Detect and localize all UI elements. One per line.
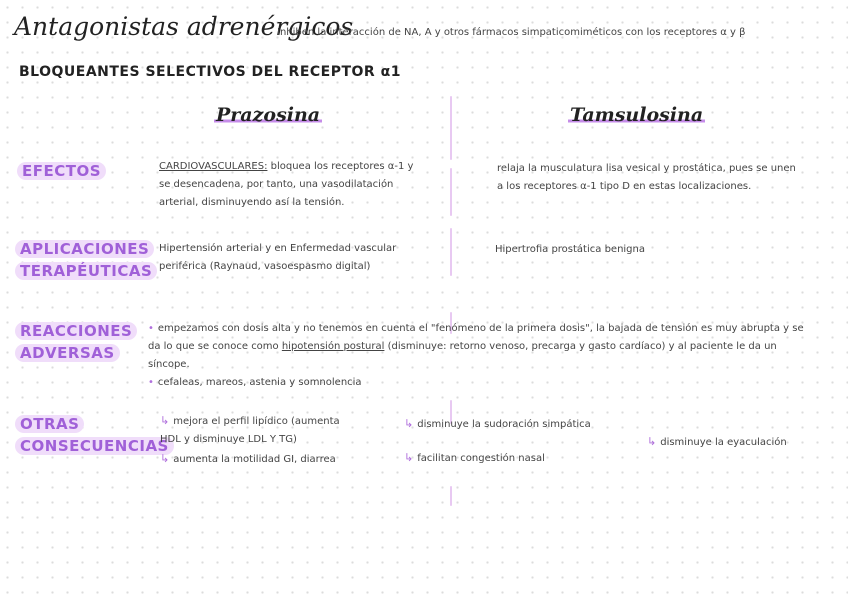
arrow-right-icon: ↳ [160, 414, 170, 427]
reacciones-list [148, 320, 818, 392]
list-item [148, 374, 818, 392]
arrow-right-icon: ↳ [404, 417, 414, 430]
bullet-icon: • [148, 323, 154, 334]
column-divider-segment [450, 168, 452, 216]
drug-name: Prazosina [216, 104, 321, 126]
column-divider-segment [450, 486, 452, 506]
section-title: BLOQUEANTES SELECTIVOS DEL RECEPTOR α1 [19, 64, 401, 80]
row-label-otras [15, 413, 174, 457]
body-text: (disminuye: retorno venoso, precarga y gasto cardíaco) y al paciente le da un síncope. [148, 341, 777, 370]
otras-col1-item1 [160, 412, 360, 449]
page-subtitle: Inhiben la interacción de NA, A y otros fármacos simpaticomiméticos con los receptores α y β [277, 27, 746, 38]
drug-name: Tamsulosina [570, 104, 704, 126]
row-label-efectos [17, 160, 106, 182]
efectos-prazosina [159, 158, 419, 212]
emphasis-text: hipotensión postural [281, 341, 385, 352]
label-text: CONSECUENCIAS [15, 437, 174, 455]
body-text: cefaleas, mareos, astenia y somnolencia [157, 377, 362, 388]
label-text: OTRAS [15, 415, 84, 433]
label-text: EFECTOS [17, 162, 106, 180]
body-text: disminuye la eyaculación [660, 437, 787, 448]
emphasis-text: CARDIOVASCULARES: [159, 161, 268, 172]
bullet-icon: • [148, 377, 154, 388]
label-text: APLICACIONES [15, 240, 154, 258]
otras-col1-item2 [160, 450, 360, 469]
drug-heading-prazosina [214, 104, 322, 126]
otras-col3-item1 [647, 433, 837, 452]
aplicaciones-tamsulosina: Hipertrofia prostática benigna [495, 244, 645, 255]
body-text: bloquea los receptores α-1 y se desencadena, por tanto, una vasodilatación arterial, disminuyendo así la tensión. [159, 161, 414, 208]
otras-col2-item1 [404, 415, 634, 434]
label-text: ADVERSAS [15, 344, 120, 362]
row-label-aplicaciones [15, 238, 157, 282]
body-text: empezamos con dosis alta y no tenemos en cuenta el "fenómeno de la primera dosis", la bajada de tensión es muy abrupta y se da lo que se conoce como [148, 323, 804, 352]
body-text: disminuye la sudoración simpática [417, 419, 591, 430]
page-title: Antagonistas adrenérgicos [14, 12, 354, 41]
body-text: mejora el perfil lipídico (aumenta HDL y disminuye LDL Y TG) [160, 416, 340, 445]
label-text: TERAPÉUTICAS [15, 262, 157, 280]
efectos-tamsulosina: relaja la musculatura lisa vesical y prostática, pues se unen a los receptores α-1 tipo D en estas localizaciones. [497, 163, 796, 192]
body-text: facilitan congestión nasal [417, 453, 545, 464]
arrow-right-icon: ↳ [404, 451, 414, 464]
body-text: aumenta la motilidad GI, diarrea [173, 454, 336, 465]
label-text: REACCIONES [15, 322, 137, 340]
drug-heading-tamsulosina [568, 104, 705, 126]
row-label-reacciones [15, 320, 137, 364]
list-item [148, 320, 818, 374]
arrow-right-icon: ↳ [160, 452, 170, 465]
arrow-right-icon: ↳ [647, 435, 657, 448]
column-divider-segment [450, 228, 452, 276]
otras-col2-item2 [404, 449, 634, 468]
aplicaciones-prazosina: Hipertensión arterial y en Enfermedad vascular periférica (Raynaud, vasoespasmo digital) [159, 243, 397, 272]
column-divider-segment [450, 96, 452, 160]
